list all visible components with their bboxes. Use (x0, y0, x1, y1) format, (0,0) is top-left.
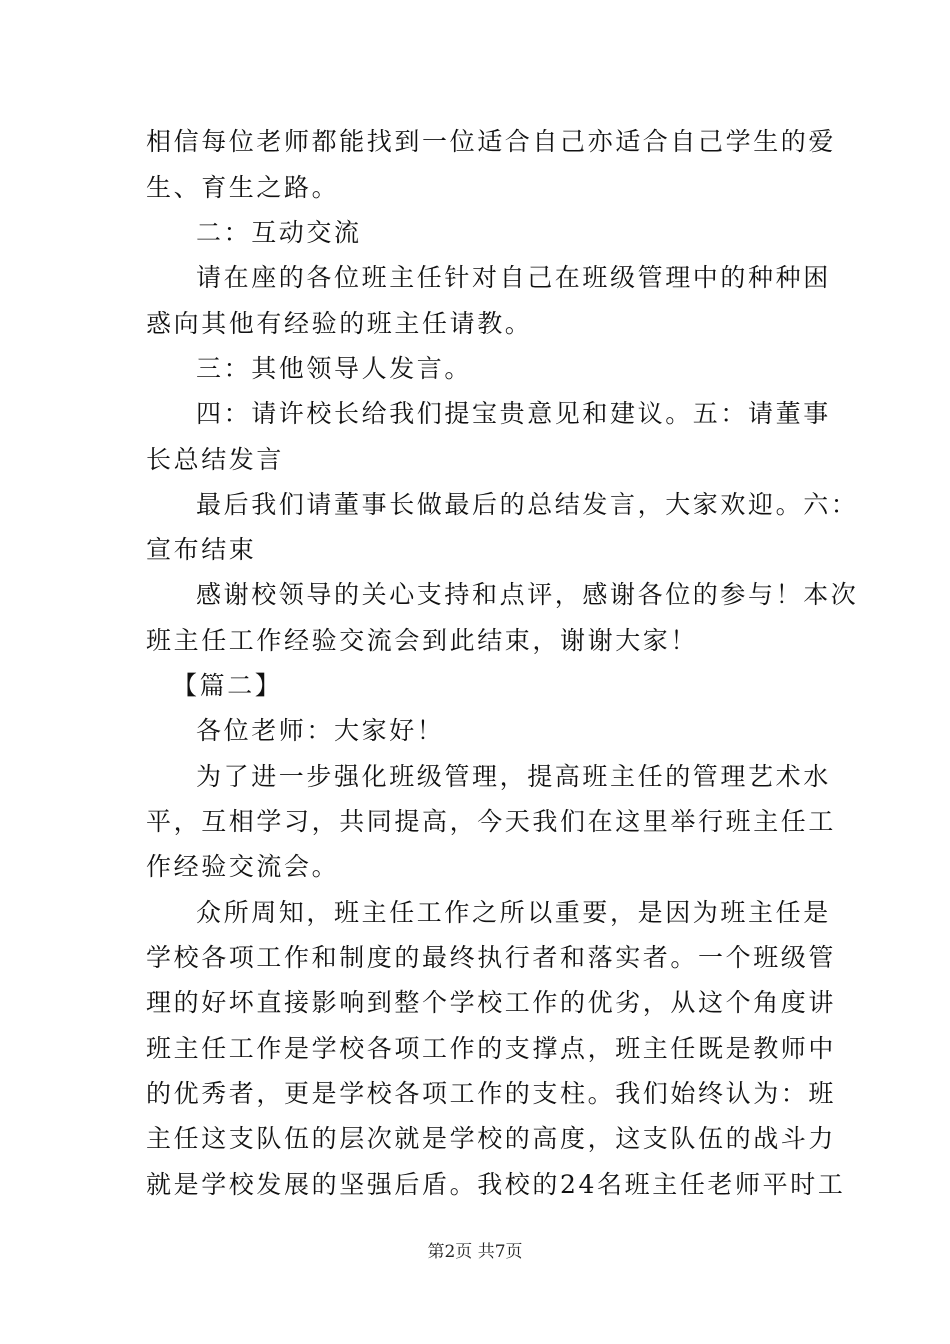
body-line: 宣布结束 (146, 535, 257, 564)
section-heading: 二：互动交流 (196, 218, 362, 247)
body-line: 班主任工作经验交流会到此结束，谢谢大家！ (146, 626, 699, 655)
body-line: 相信每位老师都能找到一位适合自己亦适合自己学生的爱 (146, 127, 837, 156)
body-line: 为了进一步强化班级管理，提高班主任的管理艺术水 (196, 762, 831, 791)
body-line: 惑向其他有经验的班主任请教。 (146, 309, 533, 338)
body-line: 平，互相学习，共同提高，今天我们在这里举行班主任工 (146, 807, 837, 836)
greeting-line: 各位老师：大家好！ (196, 716, 445, 745)
page-number-footer: 第2页 共7页 (427, 1242, 523, 1262)
body-line: 就是学校发展的坚强后盾。我校的24名班主任老师平时工 (146, 1170, 846, 1199)
body-line: 班主任工作是学校各项工作的支撑点，班主任既是教师中 (146, 1034, 837, 1063)
body-line: 众所周知，班主任工作之所以重要，是因为班主任是 (196, 898, 831, 927)
body-line: 主任这支队伍的层次就是学校的高度，这支队伍的战斗力 (146, 1124, 837, 1153)
body-line: 长总结发言 (146, 445, 285, 474)
section-title: 【篇二】 (172, 671, 283, 700)
body-line: 请在座的各位班主任针对自己在班级管理中的种种困 (196, 263, 831, 292)
body-line: 四：请许校长给我们提宝贵意见和建议。五：请董事 (196, 399, 831, 428)
body-line: 学校各项工作和制度的最终执行者和落实者。一个班级管 (146, 943, 837, 972)
body-line: 作经验交流会。 (146, 852, 340, 881)
body-line: 理的好坏直接影响到整个学校工作的优劣，从这个角度讲 (146, 988, 837, 1017)
body-line: 的优秀者，更是学校各项工作的支柱。我们始终认为：班 (146, 1079, 837, 1108)
body-line: 感谢校领导的关心支持和点评，感谢各位的参与！本次 (196, 580, 859, 609)
body-line: 最后我们请董事长做最后的总结发言，大家欢迎。六： (196, 490, 859, 519)
body-line: 生、育生之路。 (146, 173, 340, 202)
section-heading: 三：其他领导人发言。 (196, 354, 473, 383)
